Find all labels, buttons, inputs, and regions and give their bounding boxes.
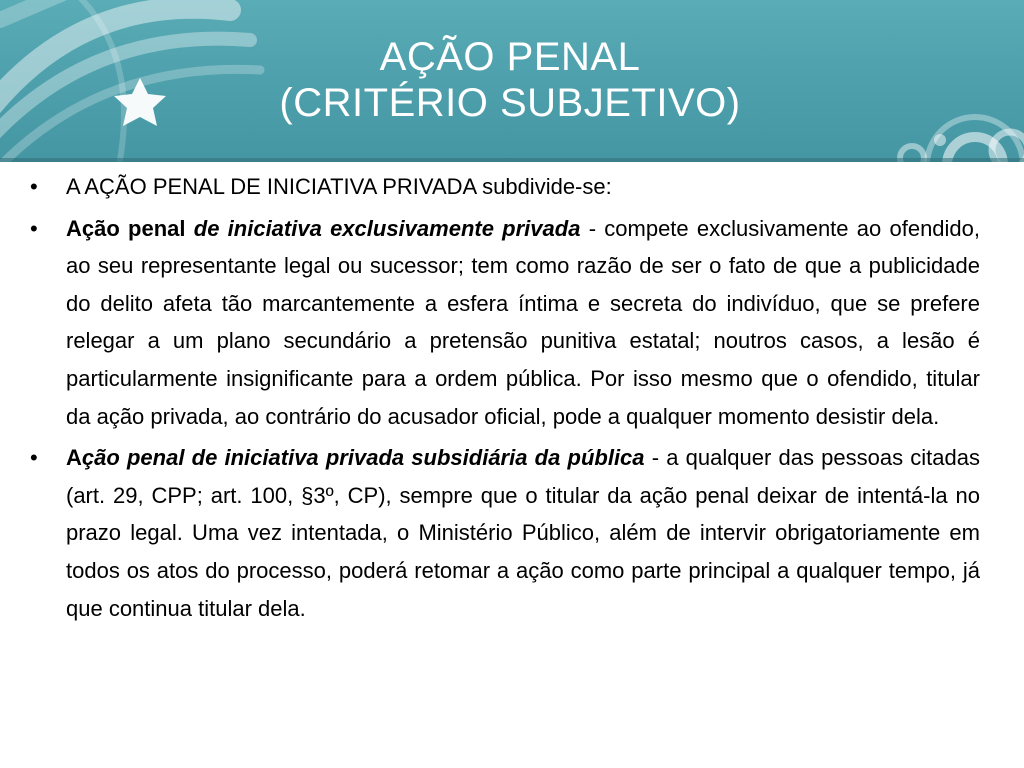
bullet-item-subsidiary [20, 439, 980, 627]
bullet-lead-bold-italic: ção penal de iniciativa privada subsidiária da pública [81, 445, 645, 471]
bullet-dot-icon: • [30, 215, 38, 241]
bullet-list [20, 168, 980, 627]
circles-decoration-icon [900, 117, 1024, 162]
bullet-text: A AÇÃO PENAL DE INICIATIVA PRIVADA subdivide-se: [66, 174, 612, 199]
slide-title [150, 34, 870, 126]
slide-title-line2: (CRITÉRIO SUBJETIVO) [279, 81, 741, 125]
bullet-lead-bold-italic: de iniciativa exclusivamente privada [193, 215, 581, 241]
bullet-item-intro [20, 168, 980, 206]
banner-edge [0, 158, 1024, 162]
bullet-dot-icon: • [30, 445, 38, 471]
bullet-lead-bold: A [66, 445, 82, 471]
bullet-item-exclusive [20, 210, 980, 436]
bullet-lead-bold: Ação penal [66, 215, 194, 241]
bullet-body: - compete exclusivamente ao ofendido, ao seu representante legal ou sucessor; tem como razão de ser o fato de que a publicidade do delito afeta tão marcantemente a esfera íntima e secreta do indivíduo, que se prefere relegar a um plano secundário a pretensão punitiva estatal; noutros casos, a lesão é particularmente insignificante para a ordem pública. Por isso mesmo que o ofendido, titular da ação privada, ao contrário do acusador oficial, pode a qualquer momento desistir dela. [66, 215, 981, 429]
bullet-body: - a qualquer das pessoas citadas (art. 29, CPP; art. 100, §3º, CP), sempre que o titular da ação penal deixar de intentá-la no prazo legal. Uma vez intentada, o Ministério Público, além de intervir obrigatoriamente em todos os atos do processo, poderá retomar a ação como parte principal a qualquer tempo, já que continua titular dela. [66, 445, 980, 621]
slide-content [20, 168, 980, 631]
title-banner [0, 0, 1024, 162]
slide-title-line1: AÇÃO PENAL [379, 35, 641, 79]
bullet-dot-icon: • [30, 174, 38, 199]
